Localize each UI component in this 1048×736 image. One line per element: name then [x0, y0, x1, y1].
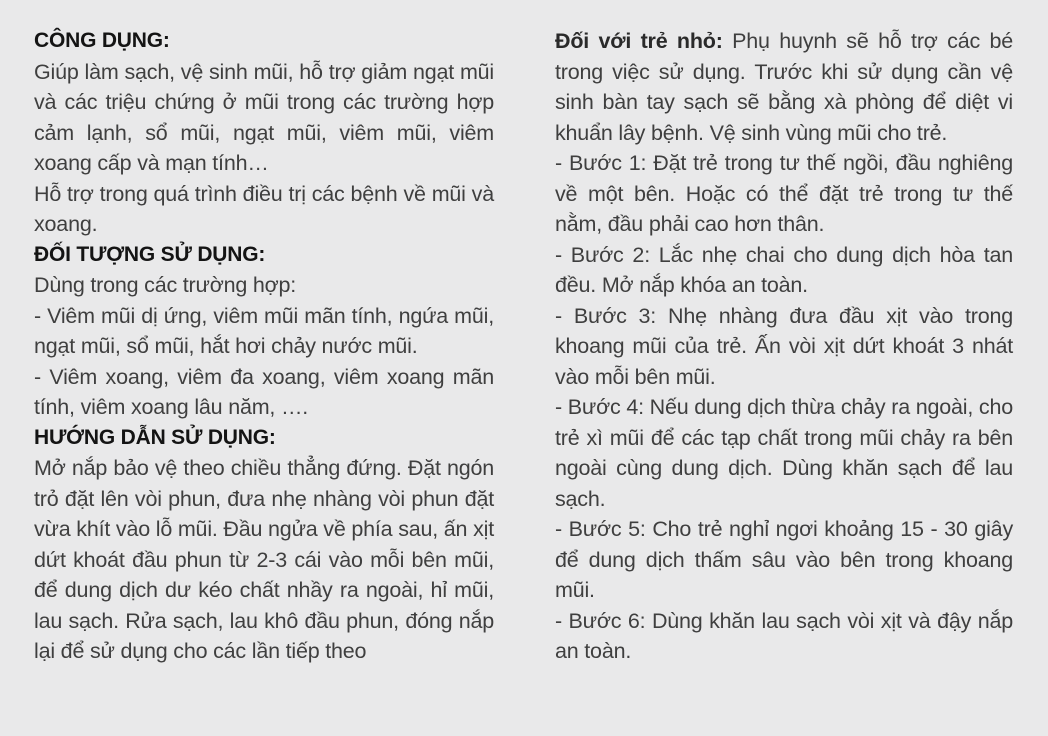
- doi-tuong-intro: Dùng trong các trường hợp:: [34, 273, 297, 297]
- step-3: - Bước 3: Nhẹ nhàng đưa đầu xịt vào trong khoang mũi của trẻ. Ấn vòi xịt dứt khoát 3 nhát vào mỗi bên mũi.: [555, 303, 1013, 389]
- tre-nho-paragraph: [555, 26, 1013, 148]
- tre-nho-text: Phụ huynh sẽ hỗ trợ các bé trong việc sử dụng. Trước khi sử dụng cần vệ sinh bàn tay sạch sẽ bằng xà phòng để diệt vi khuẩn lây bệnh. Vệ sinh vùng mũi cho trẻ.: [555, 29, 1013, 145]
- doi-tuong-heading: ĐỐI TƯỢNG SỬ DỤNG:: [34, 242, 266, 266]
- cong-dung-paragraph-2: Hỗ trợ trong quá trình điều trị các bệnh về mũi và xoang.: [34, 181, 494, 236]
- cong-dung-heading: CÔNG DỤNG:: [34, 29, 170, 52]
- tre-nho-lead: Đối với trẻ nhỏ:: [555, 29, 723, 53]
- step-2: - Bước 2: Lắc nhẹ chai cho dung dịch hòa tan đều. Mở nắp khóa an toàn.: [555, 242, 1013, 297]
- cong-dung-paragraph-1: Giúp làm sạch, vệ sinh mũi, hỗ trợ giảm ngạt mũi và các triệu chứng ở mũi trong các trường hợp cảm lạnh, sổ mũi, ngạt mũi, viêm mũi, viêm xoang cấp và mạn tính…: [34, 59, 494, 175]
- right-column: [555, 26, 1013, 667]
- huong-dan-paragraph: Mở nắp bảo vệ theo chiều thẳng đứng. Đặt ngón trỏ đặt lên vòi phun, đưa nhẹ nhàng vòi phun đặt vừa khít vào lỗ mũi. Đầu ngửa về phía sau, ấn xịt dứt khoát đầu phun từ 2-3 cái vào mỗi bên mũi, để dung dịch dư kéo chất nhầy ra ngoài, hỉ mũi, lau sạch. Rửa sạch, lau khô đầu phun, đóng nắp lại để sử dụng cho các lần tiếp theo: [34, 456, 494, 663]
- left-column: [34, 26, 494, 667]
- step-6: - Bước 6: Dùng khăn lau sạch vòi xịt và đậy nắp an toàn.: [555, 608, 1013, 663]
- huong-dan-heading: HƯỚNG DẪN SỬ DỤNG:: [34, 425, 276, 449]
- step-1: - Bước 1: Đặt trẻ trong tư thế ngồi, đầu nghiêng về một bên. Hoặc có thể đặt trẻ trong tư thế nằm, đầu phải cao hơn thân.: [555, 151, 1013, 236]
- step-5: - Bước 5: Cho trẻ nghỉ ngơi khoảng 15 - 30 giây để dung dịch thấm sâu vào bên trong khoang mũi.: [555, 517, 1013, 602]
- doi-tuong-item-2: - Viêm xoang, viêm đa xoang, viêm xoang mãn tính, viêm xoang lâu năm, ….: [34, 364, 494, 419]
- doi-tuong-item-1: - Viêm mũi dị ứng, viêm mũi mãn tính, ngứa mũi, ngạt mũi, sổ mũi, hắt hơi chảy nước mũi.: [34, 303, 494, 358]
- step-4: - Bước 4: Nếu dung dịch thừa chảy ra ngoài, cho trẻ xì mũi để các tạp chất trong mũi chảy ra bên ngoài cùng dung dịch. Dùng khăn sạch để lau sạch.: [555, 395, 1013, 511]
